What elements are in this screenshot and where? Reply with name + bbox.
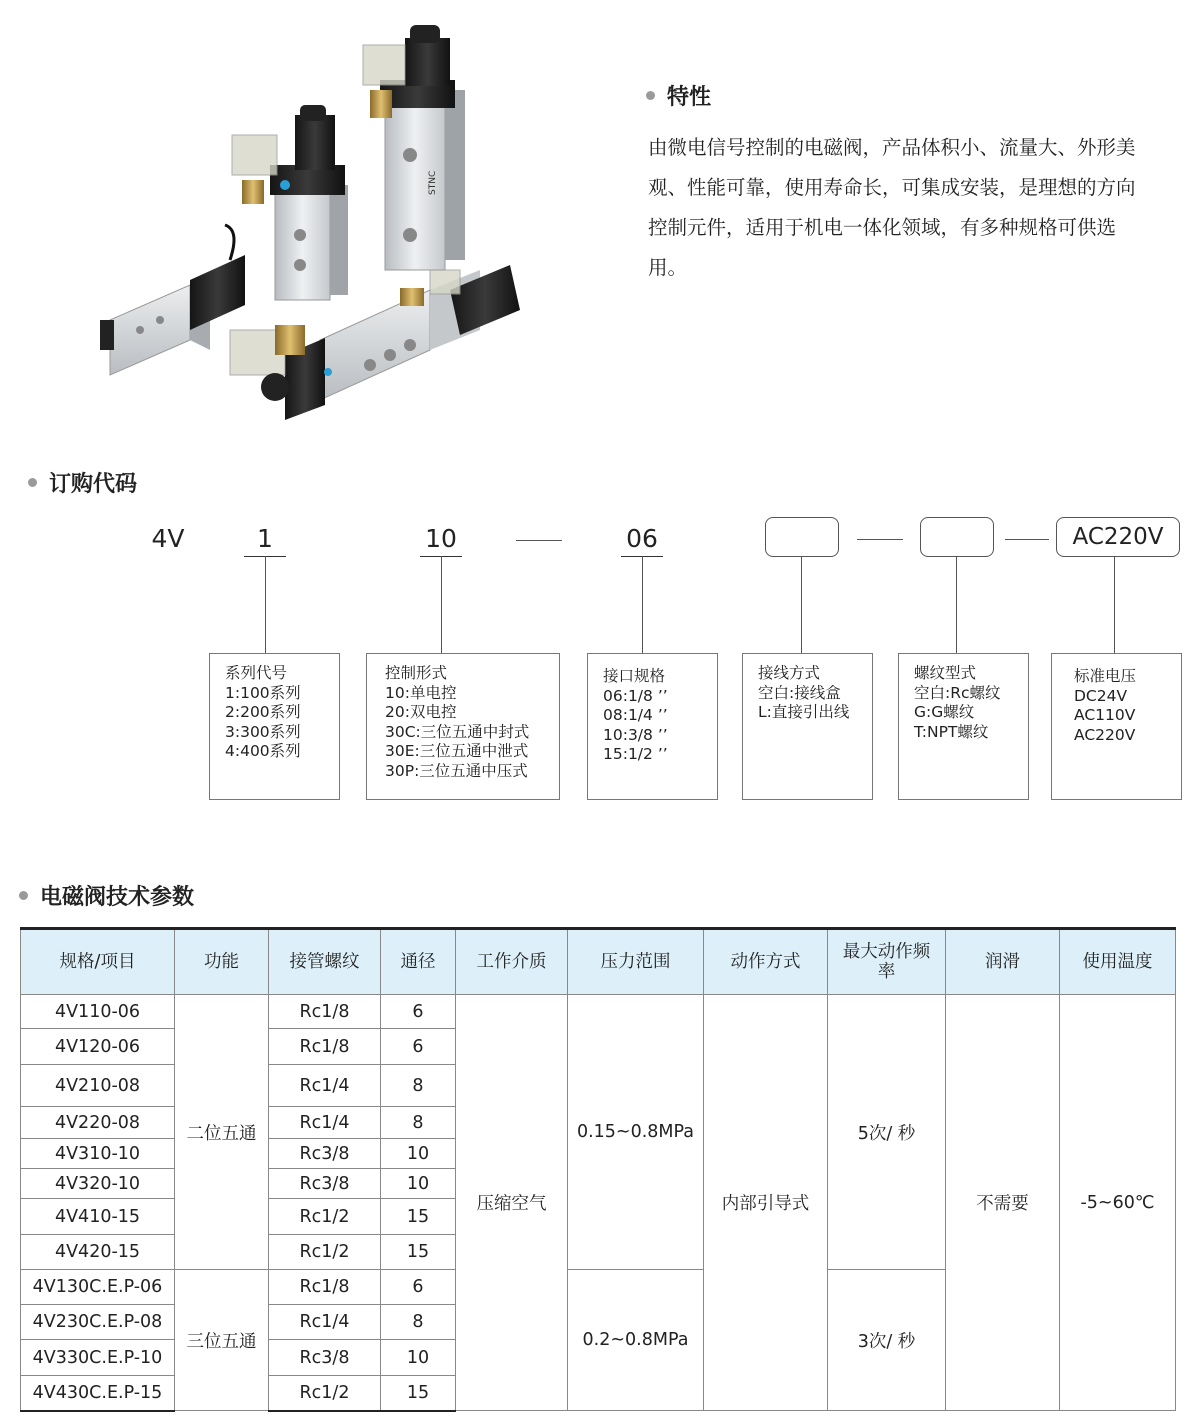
cell-thread: Rc1/4	[269, 1065, 381, 1107]
header-lubrication: 润滑	[946, 929, 1060, 995]
specs-table	[20, 927, 1176, 1412]
cell-thread: Rc1/4	[269, 1305, 381, 1340]
features-description: 由微电信号控制的电磁阀，产品体积小、流量大、外形美观、性能可靠，使用寿命长，可集成安装，是理想的方向控制元件，适用于机电一体化领域，有多种规格可供选用。	[648, 136, 1136, 279]
cell-bore: 8	[381, 1065, 456, 1107]
specs-title: 电磁阀技术参数	[40, 885, 195, 910]
wiring-type-box: 接线方式 空白:接线盒 L:直接引出线	[742, 653, 873, 800]
product-photo	[80, 20, 540, 420]
cell-bore: 6	[381, 1029, 456, 1065]
cell-temperature: -5~60℃	[1060, 995, 1176, 1411]
table-header-row	[21, 929, 1176, 995]
cell-lubrication: 不需要	[946, 995, 1060, 1411]
standard-voltage-box: 标准电压 DC24V AC110V AC220V	[1051, 653, 1182, 800]
cell-thread: Rc1/2	[269, 1376, 381, 1411]
features-title: 特性	[667, 85, 712, 110]
features-heading	[646, 80, 711, 111]
bullet-dot-icon	[646, 91, 655, 100]
cell-function: 三位五通	[175, 1270, 269, 1411]
cell-bore: 6	[381, 1270, 456, 1305]
cell-thread: Rc1/2	[269, 1235, 381, 1270]
cell-model: 4V430C.E.P-15	[21, 1376, 175, 1411]
header-temperature: 使用温度	[1060, 929, 1176, 995]
port-size-box: 接口规格 06:1/8 ʼʼ 08:1/4 ʼʼ 10:3/8 ʼʼ 15:1/2 ʼʼ	[587, 653, 718, 800]
code-separator	[516, 540, 562, 541]
cell-bore: 15	[381, 1376, 456, 1411]
code-prefix: 4V	[151, 524, 185, 553]
code-series-value: 1	[244, 524, 286, 557]
cell-model: 4V420-15	[21, 1235, 175, 1270]
connector-line	[1114, 556, 1115, 653]
header-model: 规格/项目	[21, 929, 175, 995]
connector-line	[642, 556, 643, 653]
cell-model: 4V130C.E.P-06	[21, 1270, 175, 1305]
control-type-box: 控制形式 10:单电控 20:双电控 30C:三位五通中封式 30E:三位五通中泄式 30P:三位五通中压式	[366, 653, 560, 800]
specs-heading	[19, 880, 194, 911]
header-frequency: 最大动作频率	[828, 929, 946, 995]
order-code-title: 订购代码	[49, 472, 138, 497]
bullet-dot-icon	[19, 891, 28, 900]
code-thread-blank-box	[920, 517, 994, 557]
code-port-value: 06	[621, 524, 663, 557]
thread-type-box: 螺纹型式 空白:Rc螺纹 G:G螺纹 T:NPT螺纹	[898, 653, 1029, 800]
order-code-heading	[28, 467, 137, 498]
header-bore: 通径	[381, 929, 456, 995]
cell-thread: Rc1/2	[269, 1199, 381, 1235]
cell-thread: Rc1/4	[269, 1107, 381, 1139]
series-code-box: 系列代号 1:100系列 2:200系列 3:300系列 4:400系列	[209, 653, 340, 800]
svg-text:STNC: STNC	[428, 170, 438, 195]
cell-bore: 10	[381, 1139, 456, 1169]
valve-upright-large	[363, 25, 465, 270]
cell-model: 4V330C.E.P-10	[21, 1340, 175, 1376]
code-separator	[1005, 539, 1049, 540]
cell-bore: 6	[381, 995, 456, 1029]
code-control-value: 10	[420, 524, 462, 557]
cell-bore: 10	[381, 1169, 456, 1199]
cell-model: 4V210-08	[21, 1065, 175, 1107]
header-thread: 接管螺纹	[269, 929, 381, 995]
cell-thread: Rc1/8	[269, 1029, 381, 1065]
header-function: 功能	[175, 929, 269, 995]
header-actuation: 动作方式	[704, 929, 828, 995]
cell-bore: 15	[381, 1199, 456, 1235]
cell-frequency: 5次/ 秒	[828, 995, 946, 1270]
valve-upright-medium	[232, 105, 348, 300]
cell-pressure: 0.2~0.8MPa	[568, 1270, 704, 1411]
cell-thread: Rc3/8	[269, 1169, 381, 1199]
cell-model: 4V410-15	[21, 1199, 175, 1235]
cell-thread: Rc1/8	[269, 995, 381, 1029]
valve-small-horizontal	[100, 225, 245, 375]
cell-model: 4V320-10	[21, 1169, 175, 1199]
cell-bore: 10	[381, 1340, 456, 1376]
cell-model: 4V120-06	[21, 1029, 175, 1065]
bullet-dot-icon	[28, 478, 37, 487]
connector-line	[956, 556, 957, 653]
cell-pressure: 0.15~0.8MPa	[568, 995, 704, 1270]
cell-model: 4V310-10	[21, 1139, 175, 1169]
cell-thread: Rc3/8	[269, 1340, 381, 1376]
header-medium: 工作介质	[456, 929, 568, 995]
cell-frequency: 3次/ 秒	[828, 1270, 946, 1411]
cell-medium: 压缩空气	[456, 995, 568, 1411]
cell-actuation: 内部引导式	[704, 995, 828, 1411]
cell-model: 4V110-06	[21, 995, 175, 1029]
table-row	[21, 995, 1176, 1029]
connector-line	[265, 556, 266, 653]
code-voltage-box: AC220V	[1056, 517, 1180, 557]
cell-model: 4V220-08	[21, 1107, 175, 1139]
cell-bore: 8	[381, 1305, 456, 1340]
code-wiring-blank-box	[765, 517, 839, 557]
valve-large-horizontal	[230, 265, 520, 420]
connector-line	[801, 556, 802, 653]
cell-thread: Rc3/8	[269, 1139, 381, 1169]
cell-thread: Rc1/8	[269, 1270, 381, 1305]
cell-bore: 15	[381, 1235, 456, 1270]
header-pressure: 压力范围	[568, 929, 704, 995]
cell-model: 4V230C.E.P-08	[21, 1305, 175, 1340]
cell-function: 二位五通	[175, 995, 269, 1270]
cell-bore: 8	[381, 1107, 456, 1139]
connector-line	[441, 556, 442, 653]
code-separator	[857, 539, 903, 540]
